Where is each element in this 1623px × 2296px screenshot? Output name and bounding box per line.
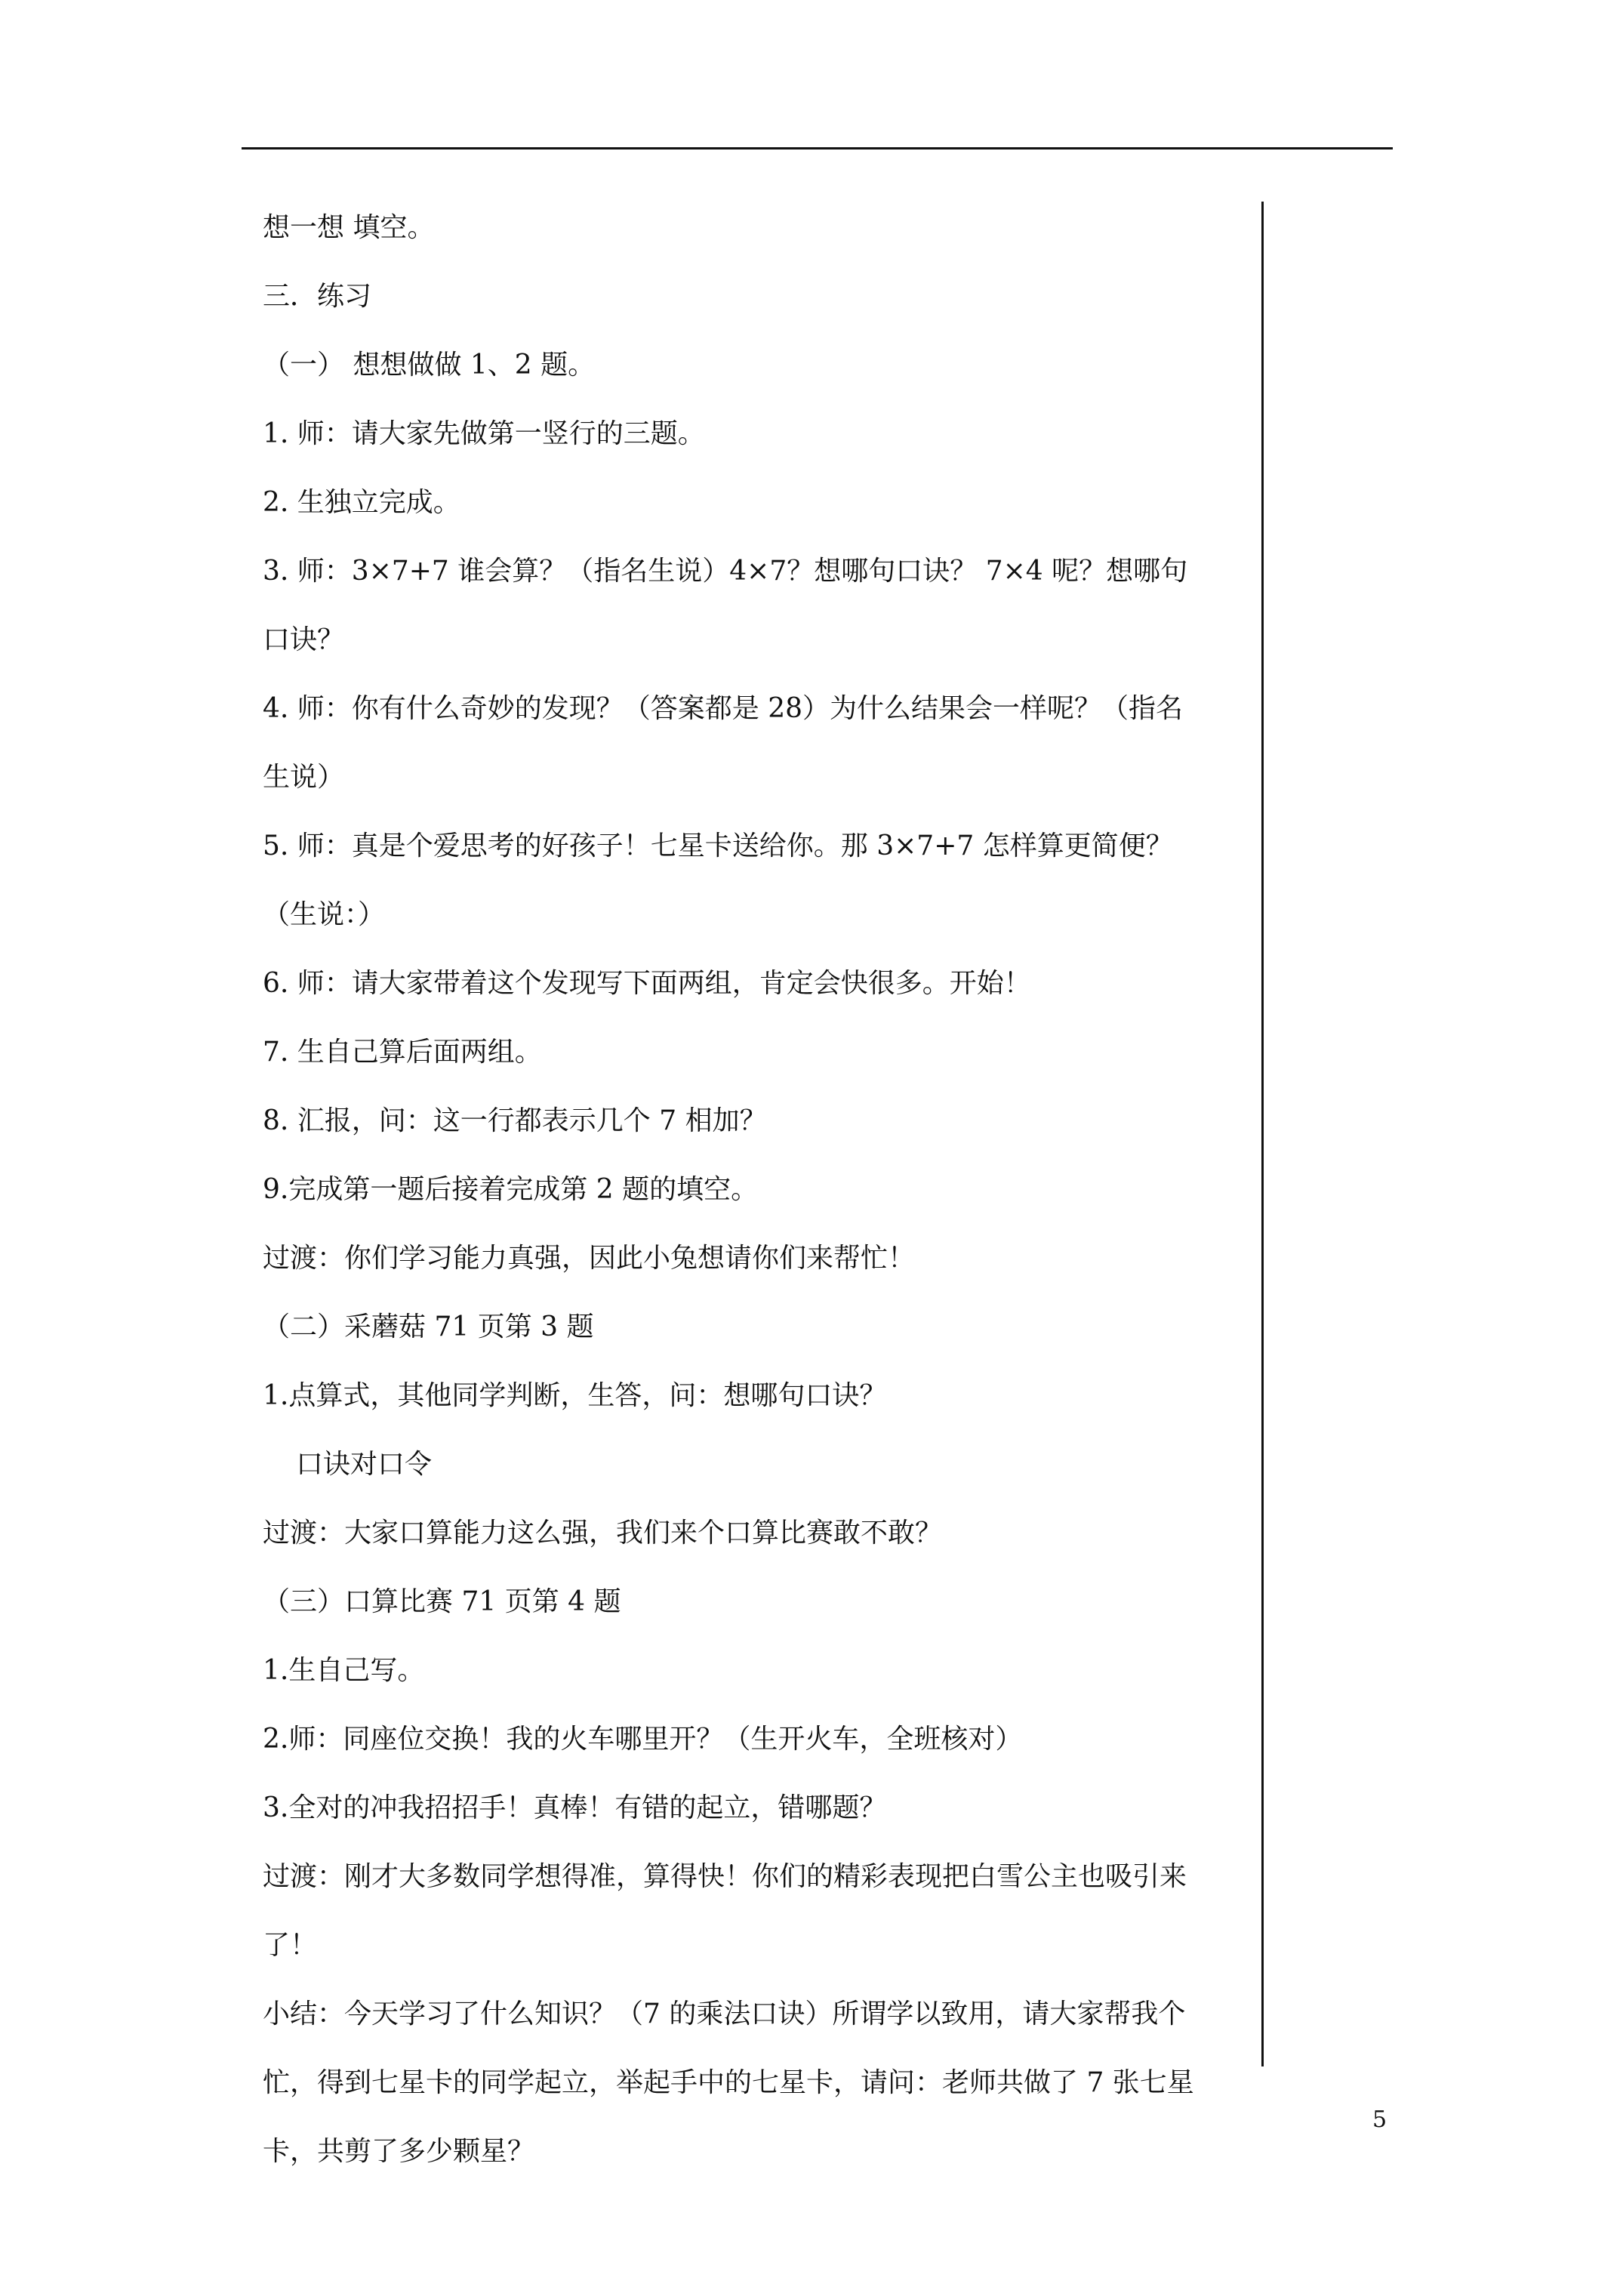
section-heading: 三．练习: [263, 281, 372, 312]
text-line: （生说：）: [263, 899, 386, 930]
text-line: 1. 师：请大家先做第一竖行的三题。: [263, 418, 705, 449]
text-line: 1.生自己写。: [263, 1655, 425, 1686]
text-line: 小结：今天学习了什么知识？（7 的乘法口诀）所谓学以致用，请大家帮我个: [263, 1999, 1186, 2029]
text-line: 想一想 填空。: [263, 212, 435, 243]
table-right-border: [1261, 202, 1264, 2066]
text-line: 5. 师：真是个爱思考的好孩子！七星卡送给你。那 3×7+7 怎样算更简便？: [263, 831, 1173, 861]
text-line: 7. 生自己算后面两组。: [263, 1037, 542, 1068]
text-line: 4. 师：你有什么奇妙的发现？（答案都是 28）为什么结果会一样呢？（指名: [263, 693, 1184, 724]
text-line: 2.师：同座位交换！我的火车哪里开？（生开火车，全班核对）: [263, 1724, 1023, 1755]
text-line: 1.点算式，其他同学判断，生答，问：想哪句口诀？: [263, 1380, 887, 1411]
text-line: 过渡：刚才大多数同学想得准，算得快！你们的精彩表现把白雪公主也吸引来: [263, 1861, 1187, 1892]
text-line: 了！: [263, 1930, 318, 1961]
text-line: 口诀对口令: [296, 1449, 433, 1480]
page-body: [263, 208, 1252, 2200]
page-number: 5: [1372, 2106, 1387, 2133]
text-line: 过渡：大家口算能力这么强，我们来个口算比赛敢不敢？: [263, 1518, 943, 1549]
text-line: 6. 师：请大家带着这个发现写下面两组，肯定会快很多。开始！: [263, 968, 1031, 999]
subsection-heading: （一） 想想做做 1、2 题。: [263, 350, 596, 381]
text-line: 忙，得到七星卡的同学起立，举起手中的七星卡，请问：老师共做了 7 张七星: [263, 2067, 1194, 2098]
text-line: 卡，共剪了多少颗星？: [263, 2136, 535, 2167]
text-line: 2. 生独立完成。: [263, 487, 460, 518]
subsection-heading: （三）口算比赛 71 页第 4 题: [263, 1586, 621, 1617]
header-rule: [242, 147, 1393, 149]
text-line: 8. 汇报，问：这一行都表示几个 7 相加？: [263, 1105, 767, 1136]
text-line: 生说）: [263, 762, 345, 793]
text-line: 9.完成第一题后接着完成第 2 题的填空。: [263, 1174, 759, 1205]
text-line: 过渡：你们学习能力真强，因此小兔想请你们来帮忙！: [263, 1243, 916, 1274]
text-line: 3. 师：3×7+7 谁会算？（指名生说）4×7？想哪句口诀？ 7×4 呢？想哪句: [263, 556, 1188, 587]
text-line: 口诀？: [263, 624, 345, 655]
subsection-heading: （二）采蘑菇 71 页第 3 题: [263, 1311, 594, 1342]
text-line: 3.全对的冲我招招手！真棒！有错的起立，错哪题？: [263, 1792, 887, 1823]
